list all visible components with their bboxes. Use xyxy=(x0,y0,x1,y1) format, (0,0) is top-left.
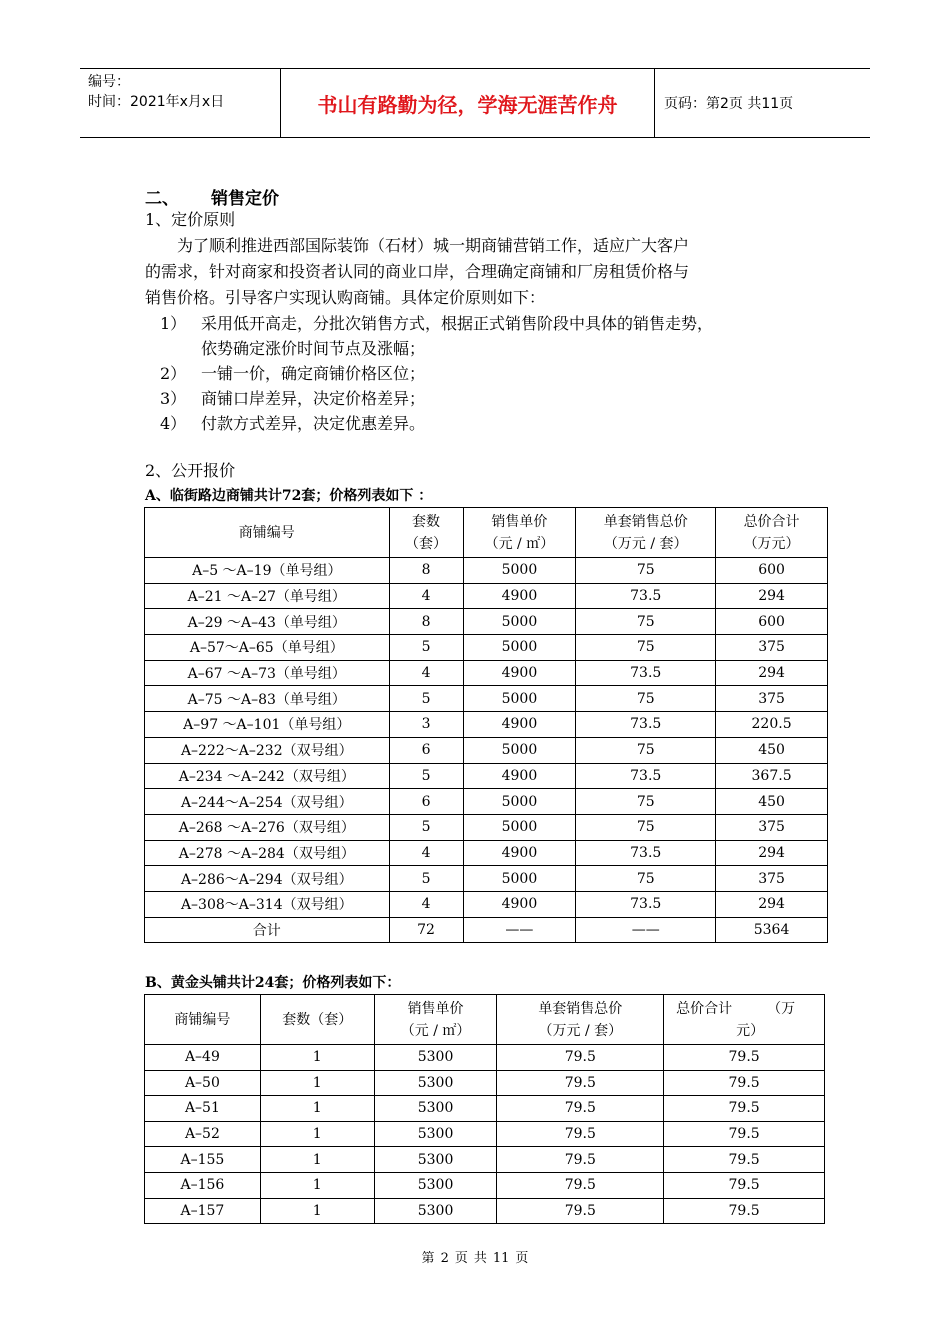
table-a-row xyxy=(145,583,828,609)
table-a-cell: 75 xyxy=(576,814,716,840)
table-b-header-unit-price: 销售单价 （元 / ㎡） xyxy=(374,995,497,1045)
principle-1-number: 1） xyxy=(160,314,187,333)
table-a-header-shop-no: 商铺编号 xyxy=(145,508,390,558)
table-a-header-set-total: 单套销售总价 （万元 / 套） xyxy=(576,508,716,558)
table-a-cell: 4 xyxy=(389,891,463,917)
table-a-cell: A–234 ～A–242（双号组） xyxy=(145,763,390,789)
table-b-body xyxy=(145,1045,825,1224)
table-b-cell: 1 xyxy=(260,1070,374,1096)
table-a-cell: 73.5 xyxy=(576,660,716,686)
table-b-cell: A–52 xyxy=(145,1121,261,1147)
page-header xyxy=(80,68,870,138)
table-a-cell: A–286～A–294（双号组） xyxy=(145,866,390,892)
table-a-cell: 75 xyxy=(576,866,716,892)
table-a-row xyxy=(145,712,828,738)
table-a-cell: 8 xyxy=(389,558,463,584)
table-a-cell: 4900 xyxy=(463,583,576,609)
table-a-cell: 75 xyxy=(576,789,716,815)
table-a-cell: 5 xyxy=(389,686,463,712)
table-b-cell: 79.5 xyxy=(664,1096,825,1122)
table-a-body xyxy=(145,558,828,943)
table-a-cell: 294 xyxy=(716,840,828,866)
table-a-header-count: 套数 （套） xyxy=(389,508,463,558)
header-motto: 书山有路勤为径，学海无涯苦作舟 xyxy=(317,92,618,117)
table-b-cell: 1 xyxy=(260,1147,374,1173)
table-b-cell: 79.5 xyxy=(664,1121,825,1147)
header-page-info: 页码：第2页 共11页 xyxy=(664,96,794,112)
table-b-header-count: 套数（套） xyxy=(260,995,374,1045)
table-a-total-row xyxy=(145,917,828,943)
table-b-cell: 5300 xyxy=(374,1096,497,1122)
section-title-text: 销售定价 xyxy=(211,189,279,209)
table-a-cell: 294 xyxy=(716,891,828,917)
table-a-cell: 75 xyxy=(576,686,716,712)
principle-3-number: 3） xyxy=(160,389,187,408)
principle-4-text: 付款方式差异，决定优惠差异。 xyxy=(201,414,426,433)
table-a-cell: 4900 xyxy=(463,712,576,738)
table-b-cell: A–51 xyxy=(145,1096,261,1122)
table-b-cell: 79.5 xyxy=(664,1070,825,1096)
table-a-cell: 4 xyxy=(389,840,463,866)
table-b-header-set-total: 单套销售总价 （万元 / 套） xyxy=(497,995,664,1045)
table-b-cell: 1 xyxy=(260,1096,374,1122)
principles-heading: 1、定价原则 xyxy=(145,210,236,229)
header-meta xyxy=(80,69,280,137)
table-a-cell: A–97 ～A–101（单号组） xyxy=(145,712,390,738)
table-a-row xyxy=(145,737,828,763)
table-a-cell: A–308～A–314（双号组） xyxy=(145,891,390,917)
table-b-cell: A–157 xyxy=(145,1198,261,1224)
table-b-cell: 79.5 xyxy=(497,1198,664,1224)
table-b-cell: 79.5 xyxy=(664,1172,825,1198)
table-b-cell: A–155 xyxy=(145,1147,261,1173)
table-b-cell: 79.5 xyxy=(664,1045,825,1071)
table-b-cell: 79.5 xyxy=(497,1096,664,1122)
principle-1-line-1: 采用低开高走，分批次销售方式，根据正式销售阶段中具体的销售走势， xyxy=(201,314,714,333)
table-a-cell: A–67 ～A–73（单号组） xyxy=(145,660,390,686)
table-b-caption: B、黄金头铺共计24套；价格列表如下： xyxy=(145,975,401,991)
table-b-cell: 5300 xyxy=(374,1070,497,1096)
table-a-cell: 375 xyxy=(716,866,828,892)
header-motto-cell xyxy=(280,69,655,137)
table-b-cell: 79.5 xyxy=(497,1045,664,1071)
table-a-cell: A–244～A–254（双号组） xyxy=(145,789,390,815)
table-a-header-row xyxy=(145,508,828,558)
principle-2-text: 一铺一价，确定商铺价格区位； xyxy=(201,364,426,383)
table-b-cell: 1 xyxy=(260,1045,374,1071)
table-a-row xyxy=(145,866,828,892)
table-a-cell: 5 xyxy=(389,635,463,661)
table-a-cell: 4900 xyxy=(463,840,576,866)
table-a-cell: 5000 xyxy=(463,737,576,763)
footer-current-page: 2 xyxy=(440,1251,449,1266)
table-a-row xyxy=(145,840,828,866)
table-b-cell: A–156 xyxy=(145,1172,261,1198)
table-a-cell: 75 xyxy=(576,609,716,635)
table-a-cell: A–57～A–65（单号组） xyxy=(145,635,390,661)
table-a-cell: 73.5 xyxy=(576,712,716,738)
table-a-cell: 450 xyxy=(716,737,828,763)
table-a-cell: A–278 ～A–284（双号组） xyxy=(145,840,390,866)
footer-part: 共 xyxy=(473,1251,487,1266)
table-a-cell: 5000 xyxy=(463,686,576,712)
table-a-cell: 6 xyxy=(389,789,463,815)
table-b-cell: 79.5 xyxy=(497,1172,664,1198)
table-a-cell: 75 xyxy=(576,635,716,661)
table-a-cell: 5000 xyxy=(463,558,576,584)
table-a-cell: 4 xyxy=(389,660,463,686)
table-a-cell: 5000 xyxy=(463,609,576,635)
table-a-cell: 5000 xyxy=(463,789,576,815)
table-b-row xyxy=(145,1045,825,1071)
table-a-cell: 294 xyxy=(716,583,828,609)
table-a-cell: 5000 xyxy=(463,814,576,840)
table-a-cell: A–75 ～A–83（单号组） xyxy=(145,686,390,712)
table-a-cell: 5 xyxy=(389,814,463,840)
table-b-cell: 5300 xyxy=(374,1147,497,1173)
table-a-total-cell: 5364 xyxy=(716,917,828,943)
table-b-header-grand-total: 总价合计 （万 元） xyxy=(664,995,825,1045)
table-b-header-row xyxy=(145,995,825,1045)
footer-part: 第 xyxy=(421,1251,435,1266)
table-b-cell: 1 xyxy=(260,1121,374,1147)
table-a-row xyxy=(145,558,828,584)
table-a-cell: 73.5 xyxy=(576,840,716,866)
table-b-row xyxy=(145,1121,825,1147)
table-b-cell: 5300 xyxy=(374,1172,497,1198)
footer-part: 页 xyxy=(515,1251,529,1266)
table-a-cell: 450 xyxy=(716,789,828,815)
table-a-caption: A、临街路边商铺共计72套；价格列表如下 ： xyxy=(145,488,433,504)
table-a-row xyxy=(145,789,828,815)
table-a-cell: 600 xyxy=(716,558,828,584)
table-a-total-cell: 合计 xyxy=(145,917,390,943)
table-a-cell: 5000 xyxy=(463,635,576,661)
table-a-cell: 73.5 xyxy=(576,583,716,609)
section-number: 二、 xyxy=(145,189,179,209)
table-a-row xyxy=(145,814,828,840)
principles-para-line-1: 为了顺利推进西部国际装饰（石材）城一期商铺营销工作，适应广大客户 xyxy=(177,236,690,255)
page-footer xyxy=(0,1247,950,1266)
table-a-total-cell: 72 xyxy=(389,917,463,943)
table-a-row xyxy=(145,660,828,686)
table-a-cell: A–21 ～A–27（单号组） xyxy=(145,583,390,609)
table-a-cell: A–29 ～A–43（单号组） xyxy=(145,609,390,635)
principles-para-line-3: 销售价格。引导客户实现认购商铺。具体定价原则如下： xyxy=(145,288,546,307)
table-a-cell: 375 xyxy=(716,814,828,840)
table-b-cell: A–49 xyxy=(145,1045,261,1071)
table-a-header-grand-total: 总价合计 （万元） xyxy=(716,508,828,558)
section-title xyxy=(145,184,279,209)
table-b-cell: 5300 xyxy=(374,1121,497,1147)
table-a xyxy=(144,507,828,943)
table-b-cell: 5300 xyxy=(374,1045,497,1071)
table-b-row xyxy=(145,1096,825,1122)
principle-2-number: 2） xyxy=(160,364,187,383)
table-a-cell: 4900 xyxy=(463,660,576,686)
table-a-cell: 375 xyxy=(716,635,828,661)
table-b-header-shop-no: 商铺编号 xyxy=(145,995,261,1045)
table-a-cell: 8 xyxy=(389,609,463,635)
table-b-cell: 79.5 xyxy=(664,1198,825,1224)
table-a-row xyxy=(145,686,828,712)
table-b-cell: 79.5 xyxy=(497,1070,664,1096)
table-a-row xyxy=(145,891,828,917)
table-b-cell: A–50 xyxy=(145,1070,261,1096)
footer-total-pages: 11 xyxy=(492,1251,510,1266)
table-a-row xyxy=(145,763,828,789)
table-a-cell: 5000 xyxy=(463,866,576,892)
table-b-row xyxy=(145,1147,825,1173)
table-a-cell: 75 xyxy=(576,558,716,584)
principle-3-text: 商铺口岸差异，决定价格差异； xyxy=(201,389,426,408)
table-a-cell: 600 xyxy=(716,609,828,635)
table-a-header-unit-price: 销售单价 （元 / ㎡） xyxy=(463,508,576,558)
table-a-total-cell: —— xyxy=(576,917,716,943)
table-b-cell: 79.5 xyxy=(497,1121,664,1147)
table-a-cell: 4900 xyxy=(463,763,576,789)
table-a-cell: 75 xyxy=(576,737,716,763)
table-a-cell: A–268 ～A–276（双号组） xyxy=(145,814,390,840)
principle-1-line-2: 依势确定涨价时间节点及涨幅； xyxy=(201,339,426,358)
table-b-cell: 79.5 xyxy=(664,1147,825,1173)
principles-para-line-2: 的需求，针对商家和投资者认同的商业口岸，合理确定商铺和厂房租赁价格与 xyxy=(145,262,690,281)
table-a-cell: A–5 ～A–19（单号组） xyxy=(145,558,390,584)
footer-part: 页 xyxy=(454,1251,468,1266)
table-a-cell: 5 xyxy=(389,763,463,789)
table-b-row xyxy=(145,1070,825,1096)
principle-4-number: 4） xyxy=(160,414,187,433)
table-a-cell: 73.5 xyxy=(576,891,716,917)
table-a-cell: 4 xyxy=(389,583,463,609)
table-a-cell: 294 xyxy=(716,660,828,686)
table-a-cell: 3 xyxy=(389,712,463,738)
table-b-row xyxy=(145,1172,825,1198)
table-a-row xyxy=(145,609,828,635)
table-a-cell: 5 xyxy=(389,866,463,892)
table-a-row xyxy=(145,635,828,661)
table-a-cell: A–222～A–232（双号组） xyxy=(145,737,390,763)
table-b-row xyxy=(145,1198,825,1224)
table-a-cell: 375 xyxy=(716,686,828,712)
pricing-heading: 2、公开报价 xyxy=(145,461,236,480)
table-b-cell: 1 xyxy=(260,1198,374,1224)
table-a-cell: 367.5 xyxy=(716,763,828,789)
table-b xyxy=(144,994,825,1224)
table-b-cell: 79.5 xyxy=(497,1147,664,1173)
table-a-cell: 73.5 xyxy=(576,763,716,789)
document-time-label: 时间：2021年x月x日 xyxy=(88,94,225,110)
table-a-total-cell: —— xyxy=(463,917,576,943)
document-number-label: 编号： xyxy=(88,74,130,90)
table-b-cell: 5300 xyxy=(374,1198,497,1224)
table-b-cell: 1 xyxy=(260,1172,374,1198)
table-a-cell: 6 xyxy=(389,737,463,763)
table-a-cell: 4900 xyxy=(463,891,576,917)
table-a-cell: 220.5 xyxy=(716,712,828,738)
